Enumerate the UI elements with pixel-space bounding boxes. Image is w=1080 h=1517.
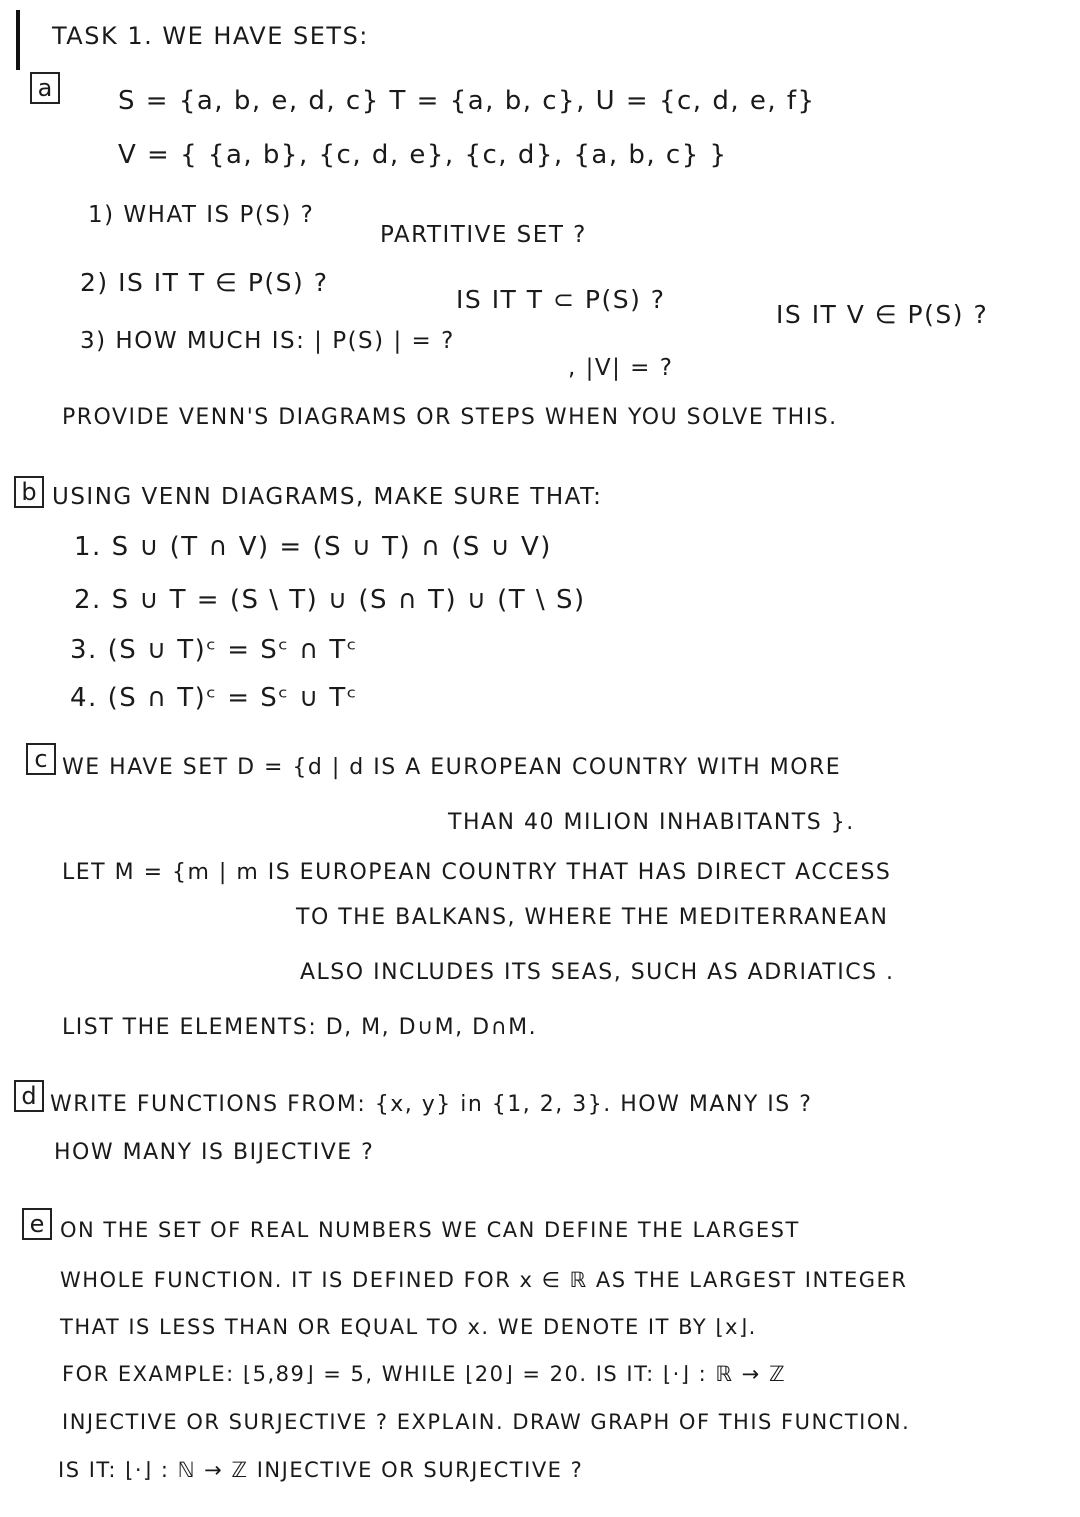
part-e-line-6: IS IT: ⌊·⌋ : ℕ → ℤ INJECTIVE OR SURJECTIVE ? xyxy=(58,1458,584,1482)
question-2c: IS IT V ∈ P(S) ? xyxy=(776,300,989,329)
part-d-line-1: WRITE FUNCTIONS FROM: {x, y} in {1, 2, 3}. HOW MANY IS ? xyxy=(50,1092,813,1117)
identity-2: 2. S ∪ T = (S \ T) ∪ (S ∩ T) ∪ (T \ S) xyxy=(74,585,586,615)
part-b-label: b xyxy=(14,476,44,508)
part-d-label: d xyxy=(14,1080,44,1112)
part-a-label: a xyxy=(30,72,60,104)
question-1: 1) WHAT IS P(S) ? xyxy=(88,202,315,228)
identity-1: 1. S ∪ (T ∩ V) = (S ∪ T) ∩ (S ∪ V) xyxy=(74,532,552,562)
part-c-line-6: LIST THE ELEMENTS: D, M, D∪M, D∩M. xyxy=(62,1015,538,1040)
question-1-note: PARTITIVE SET ? xyxy=(380,222,587,248)
part-d-line-2: HOW MANY IS BIJECTIVE ? xyxy=(54,1140,375,1165)
part-c-line-1: WE HAVE SET D = {d | d IS A EUROPEAN COUNTRY WITH MORE xyxy=(62,755,842,780)
part-e-line-4: FOR EXAMPLE: ⌊5,89⌋ = 5, WHILE ⌊20⌋ = 20. IS IT: ⌊·⌋ : ℝ → ℤ xyxy=(62,1362,787,1386)
part-c-line-2: THAN 40 MILION INHABITANTS }. xyxy=(448,810,855,835)
question-2b: IS IT T ⊂ P(S) ? xyxy=(456,285,666,314)
question-3a: 3) HOW MUCH IS: | P(S) | = ? xyxy=(80,328,455,354)
part-e-line-3: THAT IS LESS THAN OR EQUAL TO x. WE DENOTE IT BY ⌊x⌋. xyxy=(60,1315,757,1339)
question-2a: 2) IS IT T ∈ P(S) ? xyxy=(80,268,329,297)
part-e-label: e xyxy=(22,1208,52,1240)
part-c-line-5: ALSO INCLUDES ITS SEAS, SUCH AS ADRIATICS . xyxy=(300,960,895,985)
sets-definition-line-1: S = {a, b, e, d, c} T = {a, b, c}, U = {c, d, e, f} xyxy=(118,86,816,116)
instruction-venn: PROVIDE VENN'S DIAGRAMS OR STEPS WHEN YOU SOLVE THIS. xyxy=(62,405,838,430)
part-c-line-4: TO THE BALKANS, WHERE THE MEDITERRANEAN xyxy=(296,905,889,930)
part-e-line-2: WHOLE FUNCTION. IT IS DEFINED FOR x ∈ ℝ AS THE LARGEST INTEGER xyxy=(60,1268,908,1292)
part-b-intro: USING VENN DIAGRAMS, MAKE SURE THAT: xyxy=(52,484,603,510)
part-e-line-5: INJECTIVE OR SURJECTIVE ? EXPLAIN. DRAW GRAPH OF THIS FUNCTION. xyxy=(62,1410,911,1434)
sets-definition-line-2: V = { {a, b}, {c, d, e}, {c, d}, {a, b, c} } xyxy=(118,140,728,170)
identity-4: 4. (S ∩ T)ᶜ = Sᶜ ∪ Tᶜ xyxy=(70,683,358,713)
question-3b: , |V| = ? xyxy=(568,355,674,381)
part-c-line-3: LET M = {m | m IS EUROPEAN COUNTRY THAT HAS DIRECT ACCESS xyxy=(62,860,892,885)
part-e-line-1: ON THE SET OF REAL NUMBERS WE CAN DEFINE THE LARGEST xyxy=(60,1218,800,1242)
part-c-label: c xyxy=(26,743,56,775)
task-title: TASK 1. WE HAVE SETS: xyxy=(52,22,369,50)
identity-3: 3. (S ∪ T)ᶜ = Sᶜ ∩ Tᶜ xyxy=(70,635,358,665)
margin-mark xyxy=(16,10,20,70)
